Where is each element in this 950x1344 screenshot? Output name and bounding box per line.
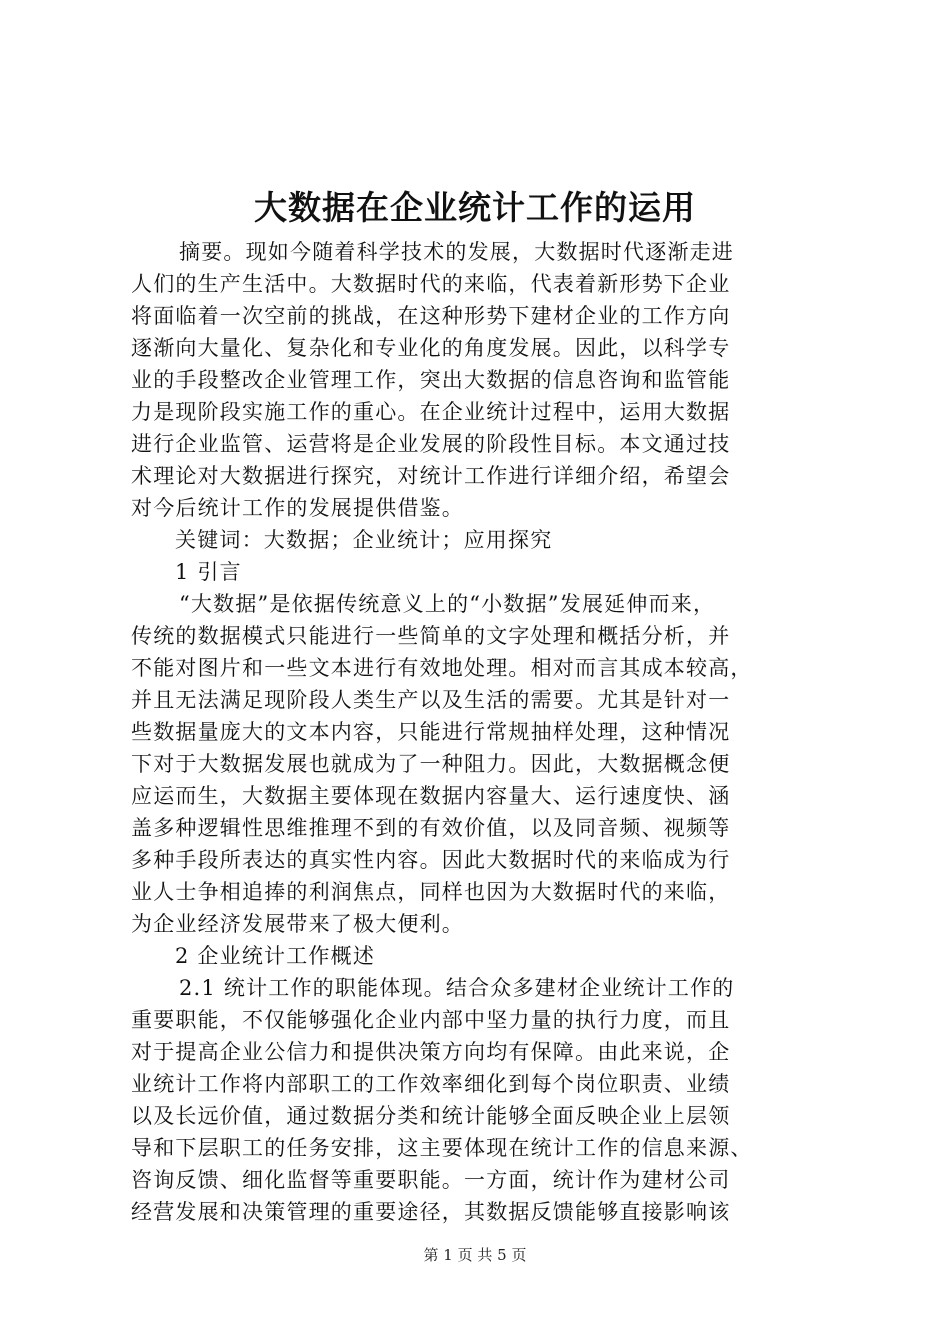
paragraph-line: 传统的数据模式只能进行一些简单的文字处理和概括分析，并 (131, 624, 731, 648)
abstract-line: 将面临着一次空前的挑战，在这种形势下建材企业的工作方向 (131, 304, 731, 328)
page-footer: 第 1 页 共 5 页 (423, 1246, 527, 1264)
paragraph-line: “大数据”是依据传统意义上的“小数据”发展延伸而来， (179, 592, 716, 616)
abstract-line: 术理论对大数据进行探究，对统计工作进行详细介绍，希望会 (131, 464, 731, 488)
paragraph-line: 多种手段所表达的真实性内容。因此大数据时代的来临成为行 (131, 848, 731, 872)
paragraph-line: 经营发展和决策管理的重要途径，其数据反馈能够直接影响该 (131, 1200, 731, 1224)
paragraph-line: 以及长远价值，通过数据分类和统计能够全面反映企业上层领 (131, 1104, 731, 1128)
paragraph-line: 业统计工作将内部职工的工作效率细化到每个岗位职责、业绩 (131, 1072, 731, 1096)
paragraph-line: 2.1 统计工作的职能体现。结合众多建材企业统计工作的 (179, 976, 735, 1000)
paragraph-line: 咨询反馈、细化监督等重要职能。一方面，统计作为建材公司 (131, 1168, 731, 1192)
paragraph-line: 为企业经济发展带来了极大便利。 (131, 912, 464, 936)
paragraph-line: 并且无法满足现阶段人类生产以及生活的需要。尤其是针对一 (131, 688, 731, 712)
paragraph-line: 些数据量庞大的文本内容，只能进行常规抽样处理，这种情况 (131, 720, 731, 744)
section-heading: 1 引言 (175, 560, 242, 584)
paragraph-line: 应运而生，大数据主要体现在数据内容量大、运行速度快、涵 (131, 784, 731, 808)
abstract-line: 摘要。现如今随着科学技术的发展，大数据时代逐渐走进 (179, 240, 734, 264)
abstract-line: 力是现阶段实施工作的重心。在企业统计过程中，运用大数据 (131, 400, 731, 424)
document-title: 大数据在企业统计工作的运用 (254, 188, 696, 227)
document-body (131, 236, 831, 1228)
paragraph-line: 业人士争相追捧的利润焦点，同样也因为大数据时代的来临， (131, 880, 731, 904)
paragraph-line: 下对于大数据发展也就成为了一种阻力。因此，大数据概念便 (131, 752, 731, 776)
section-heading: 2 企业统计工作概述 (175, 944, 376, 968)
abstract-line: 人们的生产生活中。大数据时代的来临，代表着新形势下企业 (131, 272, 731, 296)
abstract-line: 逐渐向大量化、复杂化和专业化的角度发展。因此，以科学专 (131, 336, 731, 360)
abstract-line: 业的手段整改企业管理工作，突出大数据的信息咨询和监管能 (131, 368, 731, 392)
paragraph-line: 盖多种逻辑性思维推理不到的有效价值，以及同音频、视频等 (131, 816, 731, 840)
abstract-line: 对今后统计工作的发展提供借鉴。 (131, 496, 464, 520)
keywords-line: 关键词：大数据；企业统计；应用探究 (175, 528, 553, 552)
paragraph-line: 导和下层职工的任务安排，这主要体现在统计工作的信息来源、 (131, 1136, 753, 1160)
paragraph-line: 不能对图片和一些文本进行有效地处理。相对而言其成本较高， (131, 656, 753, 680)
abstract-line: 进行企业监管、运营将是企业发展的阶段性目标。本文通过技 (131, 432, 731, 456)
paragraph-line: 重要职能，不仅能够强化企业内部中坚力量的执行力度，而且 (131, 1008, 731, 1032)
paragraph-line: 对于提高企业公信力和提供决策方向均有保障。由此来说，企 (131, 1040, 731, 1064)
